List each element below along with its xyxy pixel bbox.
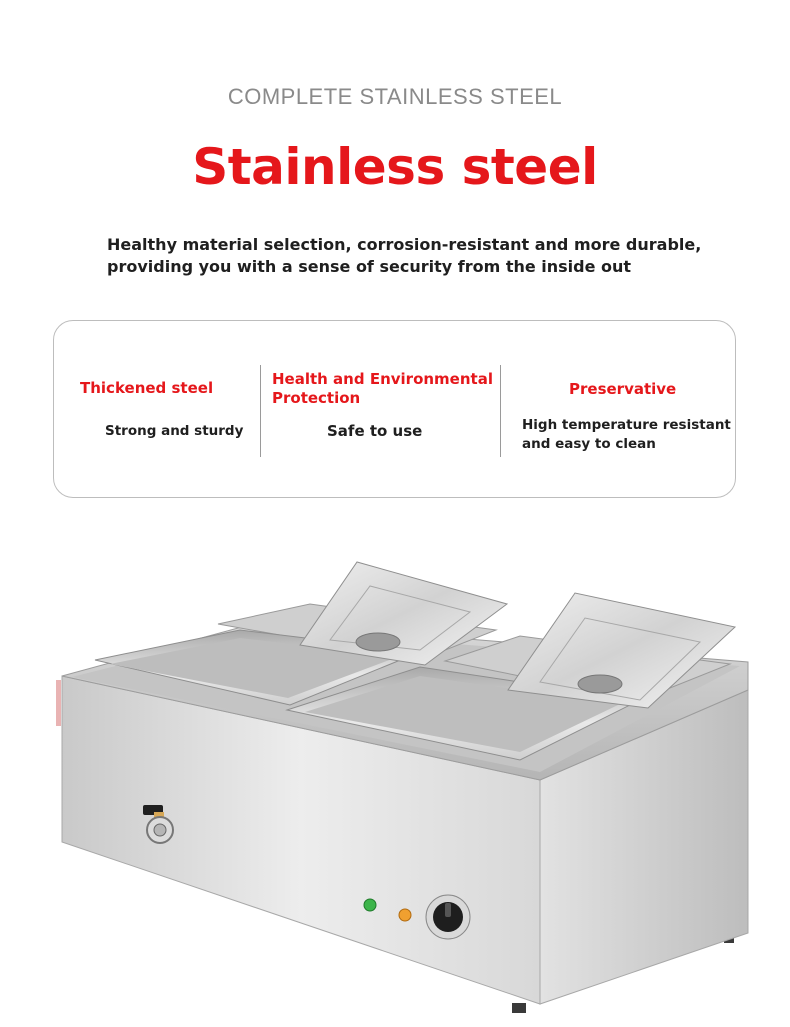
feature-body-preservative bbox=[522, 416, 731, 454]
feature-title-line: Protection bbox=[272, 389, 361, 407]
features-card bbox=[53, 320, 736, 498]
feature-body-line: and easy to clean bbox=[522, 436, 656, 452]
feature-title-line: Health and Environmental bbox=[272, 370, 493, 388]
feature-title-health bbox=[272, 370, 493, 408]
food-warmer-product-image bbox=[0, 540, 790, 1027]
description-line: Healthy material selection, corrosion-resistant and more durable, bbox=[107, 235, 702, 254]
description bbox=[107, 234, 747, 278]
feature-divider bbox=[260, 365, 261, 457]
description-line: providing you with a sense of security from the inside out bbox=[107, 257, 632, 276]
power-indicator-icon bbox=[364, 899, 376, 911]
feature-title-preservative: Preservative bbox=[569, 380, 677, 398]
feature-body-health: Safe to use bbox=[327, 422, 423, 440]
headline: Stainless steel bbox=[192, 138, 598, 196]
heating-indicator-icon bbox=[399, 909, 411, 921]
thermostat-knob-icon bbox=[426, 895, 470, 939]
feature-body-thickened-steel: Strong and sturdy bbox=[105, 423, 244, 439]
feature-body-line: High temperature resistant bbox=[522, 417, 731, 433]
eyebrow-text: COMPLETE STAINLESS STEEL bbox=[227, 84, 563, 109]
feature-title-thickened-steel: Thickened steel bbox=[80, 379, 214, 397]
feature-divider bbox=[500, 365, 501, 457]
